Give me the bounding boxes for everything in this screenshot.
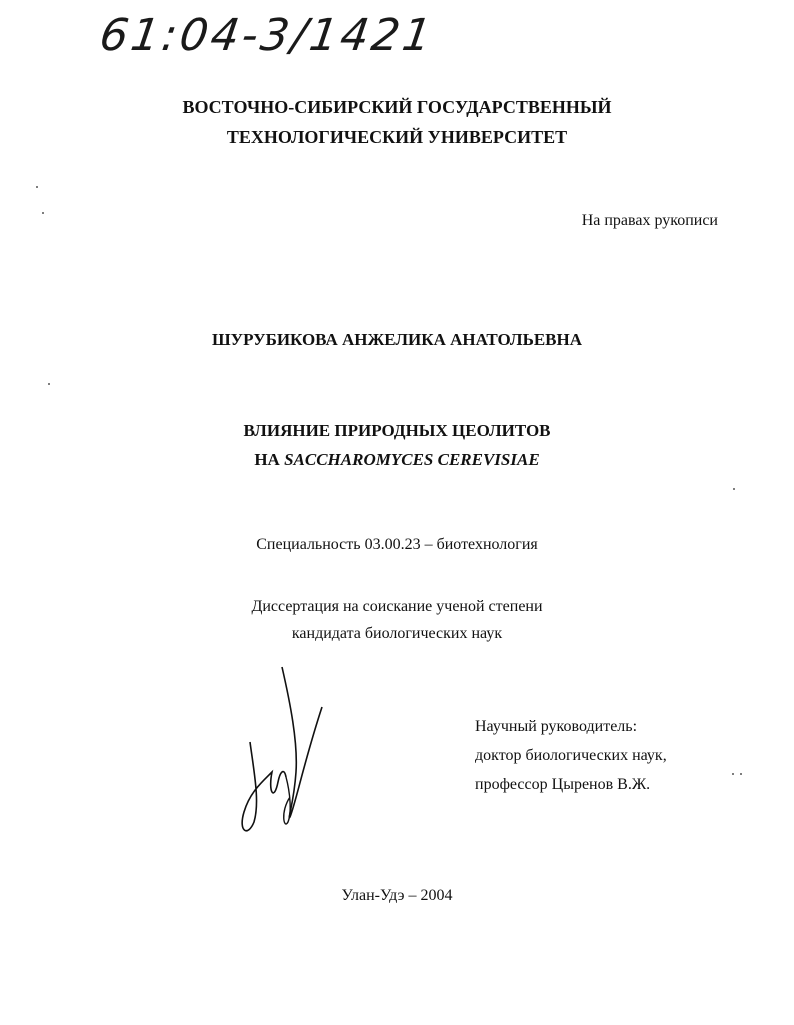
university-line-1: ВОСТОЧНО-СИБИРСКИЙ ГОСУДАРСТВЕННЫЙ xyxy=(182,97,612,117)
degree-line-2: кандидата биологических наук xyxy=(291,625,503,642)
specialty: Специальность 03.00.23 – биотехнология xyxy=(256,536,538,553)
dissertation-title xyxy=(0,416,794,474)
degree-line-1: Диссертация на соискание ученой степени xyxy=(251,598,543,615)
university-line-2: ТЕХНОЛОГИЧЕСКИЙ УНИВЕРСИТЕТ xyxy=(226,127,568,147)
signature xyxy=(232,662,332,842)
scientific-advisor xyxy=(475,712,667,799)
city-year: Улан-Удэ – 2004 xyxy=(341,887,453,904)
university-name xyxy=(0,92,794,152)
advisor-line-1: Научный руководитель: xyxy=(475,718,638,735)
handwritten-archive-code: 61:04-3/1421 xyxy=(96,10,438,61)
scan-speck xyxy=(740,773,742,775)
scan-speck xyxy=(733,488,735,490)
scan-speck xyxy=(42,212,44,214)
title-prefix: НА xyxy=(254,450,280,469)
author-name: ШУРУБИКОВА АНЖЕЛИКА АНАТОЛЬЕВНА xyxy=(212,330,582,349)
manuscript-note: На правах рукописи xyxy=(581,212,718,229)
title-line-1: ВЛИЯНИЕ ПРИРОДНЫХ ЦЕОЛИТОВ xyxy=(243,421,551,440)
scan-speck xyxy=(36,186,38,188)
advisor-line-2: доктор биологических наук, xyxy=(475,747,667,764)
title-species: SACCHAROMYCES CEREVISIAE xyxy=(284,450,540,469)
scan-speck xyxy=(48,383,50,385)
dissertation-degree xyxy=(0,593,794,647)
title-line-2 xyxy=(0,445,794,474)
scan-speck xyxy=(732,773,734,775)
advisor-line-3: профессор Цыренов В.Ж. xyxy=(475,776,651,793)
